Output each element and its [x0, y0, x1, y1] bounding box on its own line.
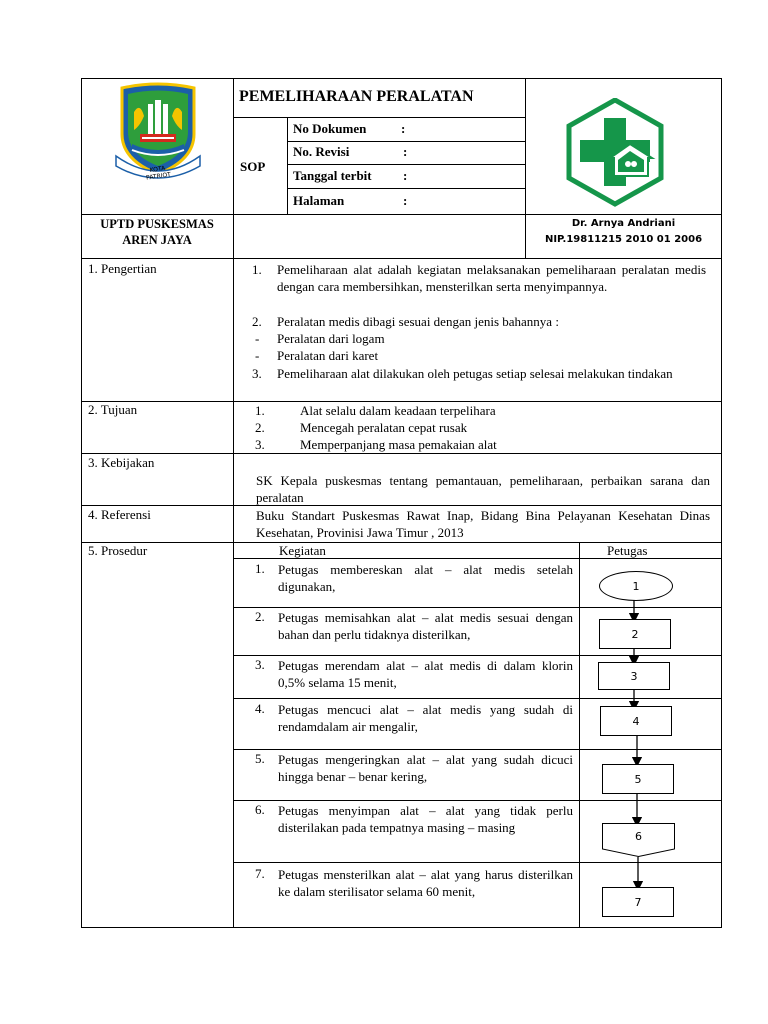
flow-node: [599, 619, 671, 649]
flow-node: [602, 764, 674, 794]
step-marker: 5.: [255, 751, 265, 766]
list-item: Pemeliharaan alat dilakukan oleh petugas setiap selesai melakukan tindakan: [277, 366, 673, 381]
step-text: Petugas mengeringkan alat – alat yang sudah dicuci hingga benar – benar kering,: [278, 752, 573, 784]
list-item: Peralatan dari karet: [277, 348, 379, 363]
step-text: Petugas memisahkan alat – alat medis sesuai dengan bahan dan perlu tidaknya disterilkan,: [278, 610, 573, 642]
step-marker: 4.: [255, 701, 265, 716]
flow-node-label: 6: [635, 830, 642, 843]
document-title: PEMELIHARAAN PERALATAN: [239, 88, 474, 105]
signer-name: Dr. Arnya Andriani: [571, 218, 676, 229]
list-marker: -: [255, 348, 260, 363]
step-text: Petugas mencuci alat – alat medis yang sudah di rendamdalam air mengalir,: [278, 702, 573, 734]
signer-nip: NIP.19811215 2010 01 2006: [544, 234, 703, 245]
city-emblem-logo: [110, 82, 206, 182]
list-item: Memperpanjang masa pemakaian alat: [300, 437, 497, 452]
doc-field-label: Halaman: [293, 193, 345, 208]
list-marker: 3.: [255, 437, 265, 452]
kebijakan-text: SK Kepala puskesmas tentang pemantauan, pemeliharaan, perbaikan sarana dan peralatan: [256, 473, 710, 505]
puskesmas-logo: [560, 98, 670, 208]
section-label-pengertian: 1. Pengertian: [88, 261, 157, 276]
doc-field-sep: :: [401, 121, 406, 136]
doc-field-label: Tanggal terbit: [293, 168, 372, 183]
list-marker: 1.: [252, 262, 262, 277]
flow-node-label: 1: [632, 579, 640, 593]
step-marker: 2.: [255, 609, 265, 624]
flow-node-label: 3: [630, 669, 638, 683]
doc-field-label: No. Revisi: [293, 144, 350, 159]
list-marker: -: [255, 331, 260, 346]
section-label-tujuan: 2. Tujuan: [88, 402, 138, 417]
list-item: Mencegah peralatan cepat rusak: [300, 420, 468, 435]
list-item: Alat selalu dalam keadaan terpelihara: [300, 403, 496, 418]
step-text: Petugas mensterilkan alat – alat yang harus disterilkan ke dalam sterilisator selama 60 menit,: [278, 867, 573, 899]
section-label-prosedur: 5. Prosedur: [88, 543, 148, 558]
flow-node-label: 2: [631, 627, 639, 641]
column-header-petugas: Petugas: [607, 543, 648, 558]
flowchart-connectors: [580, 558, 721, 927]
section-label-kebijakan: 3. Kebijakan: [88, 455, 155, 470]
list-item: Pemeliharaan alat adalah kegiatan melaksanakan pemeliharaan peralatan medis dengan cara membersihkan, mensterilkan serta menyimpannya.: [277, 262, 706, 294]
section-label-referensi: 4. Referensi: [88, 507, 151, 522]
list-marker: 1.: [255, 403, 265, 418]
flow-node-label: 4: [632, 714, 640, 728]
step-text: Petugas membereskan alat – alat medis setelah digunakan,: [278, 562, 573, 594]
doc-field-label: No Dokumen: [293, 121, 367, 136]
flow-node-start: [599, 571, 673, 601]
step-text: Petugas merendam alat – alat medis di dalam klorin 0,5% selama 15 menit,: [278, 658, 573, 690]
referensi-text: Buku Standart Puskesmas Rawat Inap, Bidang Bina Pelayanan Kesehatan Dinas Kesehatan, Provinisi Jawa Timur , 2013: [256, 508, 710, 540]
flow-node: [602, 887, 674, 917]
column-header-kegiatan: Kegiatan: [279, 543, 326, 558]
list-marker: 2.: [252, 314, 262, 329]
logo-banner-text: KOTA PATRIOT: [145, 164, 172, 182]
doc-field-sep: :: [403, 144, 408, 159]
list-item: Peralatan medis dibagi sesuai dengan jenis bahannya :: [277, 314, 559, 329]
step-text: Petugas menyimpan alat – alat yang tidak perlu disterilakan pada tempatnya masing – masing: [278, 803, 573, 835]
doc-field-sep: :: [403, 193, 408, 208]
step-marker: 7.: [255, 866, 265, 881]
step-marker: 1.: [255, 561, 265, 576]
list-marker: 2.: [255, 420, 265, 435]
list-item: Peralatan dari logam: [277, 331, 385, 346]
step-marker: 3.: [255, 657, 265, 672]
step-marker: 6.: [255, 802, 265, 817]
flow-node: [598, 662, 670, 690]
org-name-line1: UPTD PUSKESMAS: [100, 217, 214, 231]
doc-field-sep: :: [403, 168, 408, 183]
sop-label: SOP: [240, 159, 266, 174]
flow-node-label: 5: [634, 772, 642, 786]
flow-node: [600, 706, 672, 736]
org-name-line2: AREN JAYA: [122, 233, 192, 247]
list-marker: 3.: [252, 366, 262, 381]
flow-node-label: 7: [634, 895, 642, 909]
